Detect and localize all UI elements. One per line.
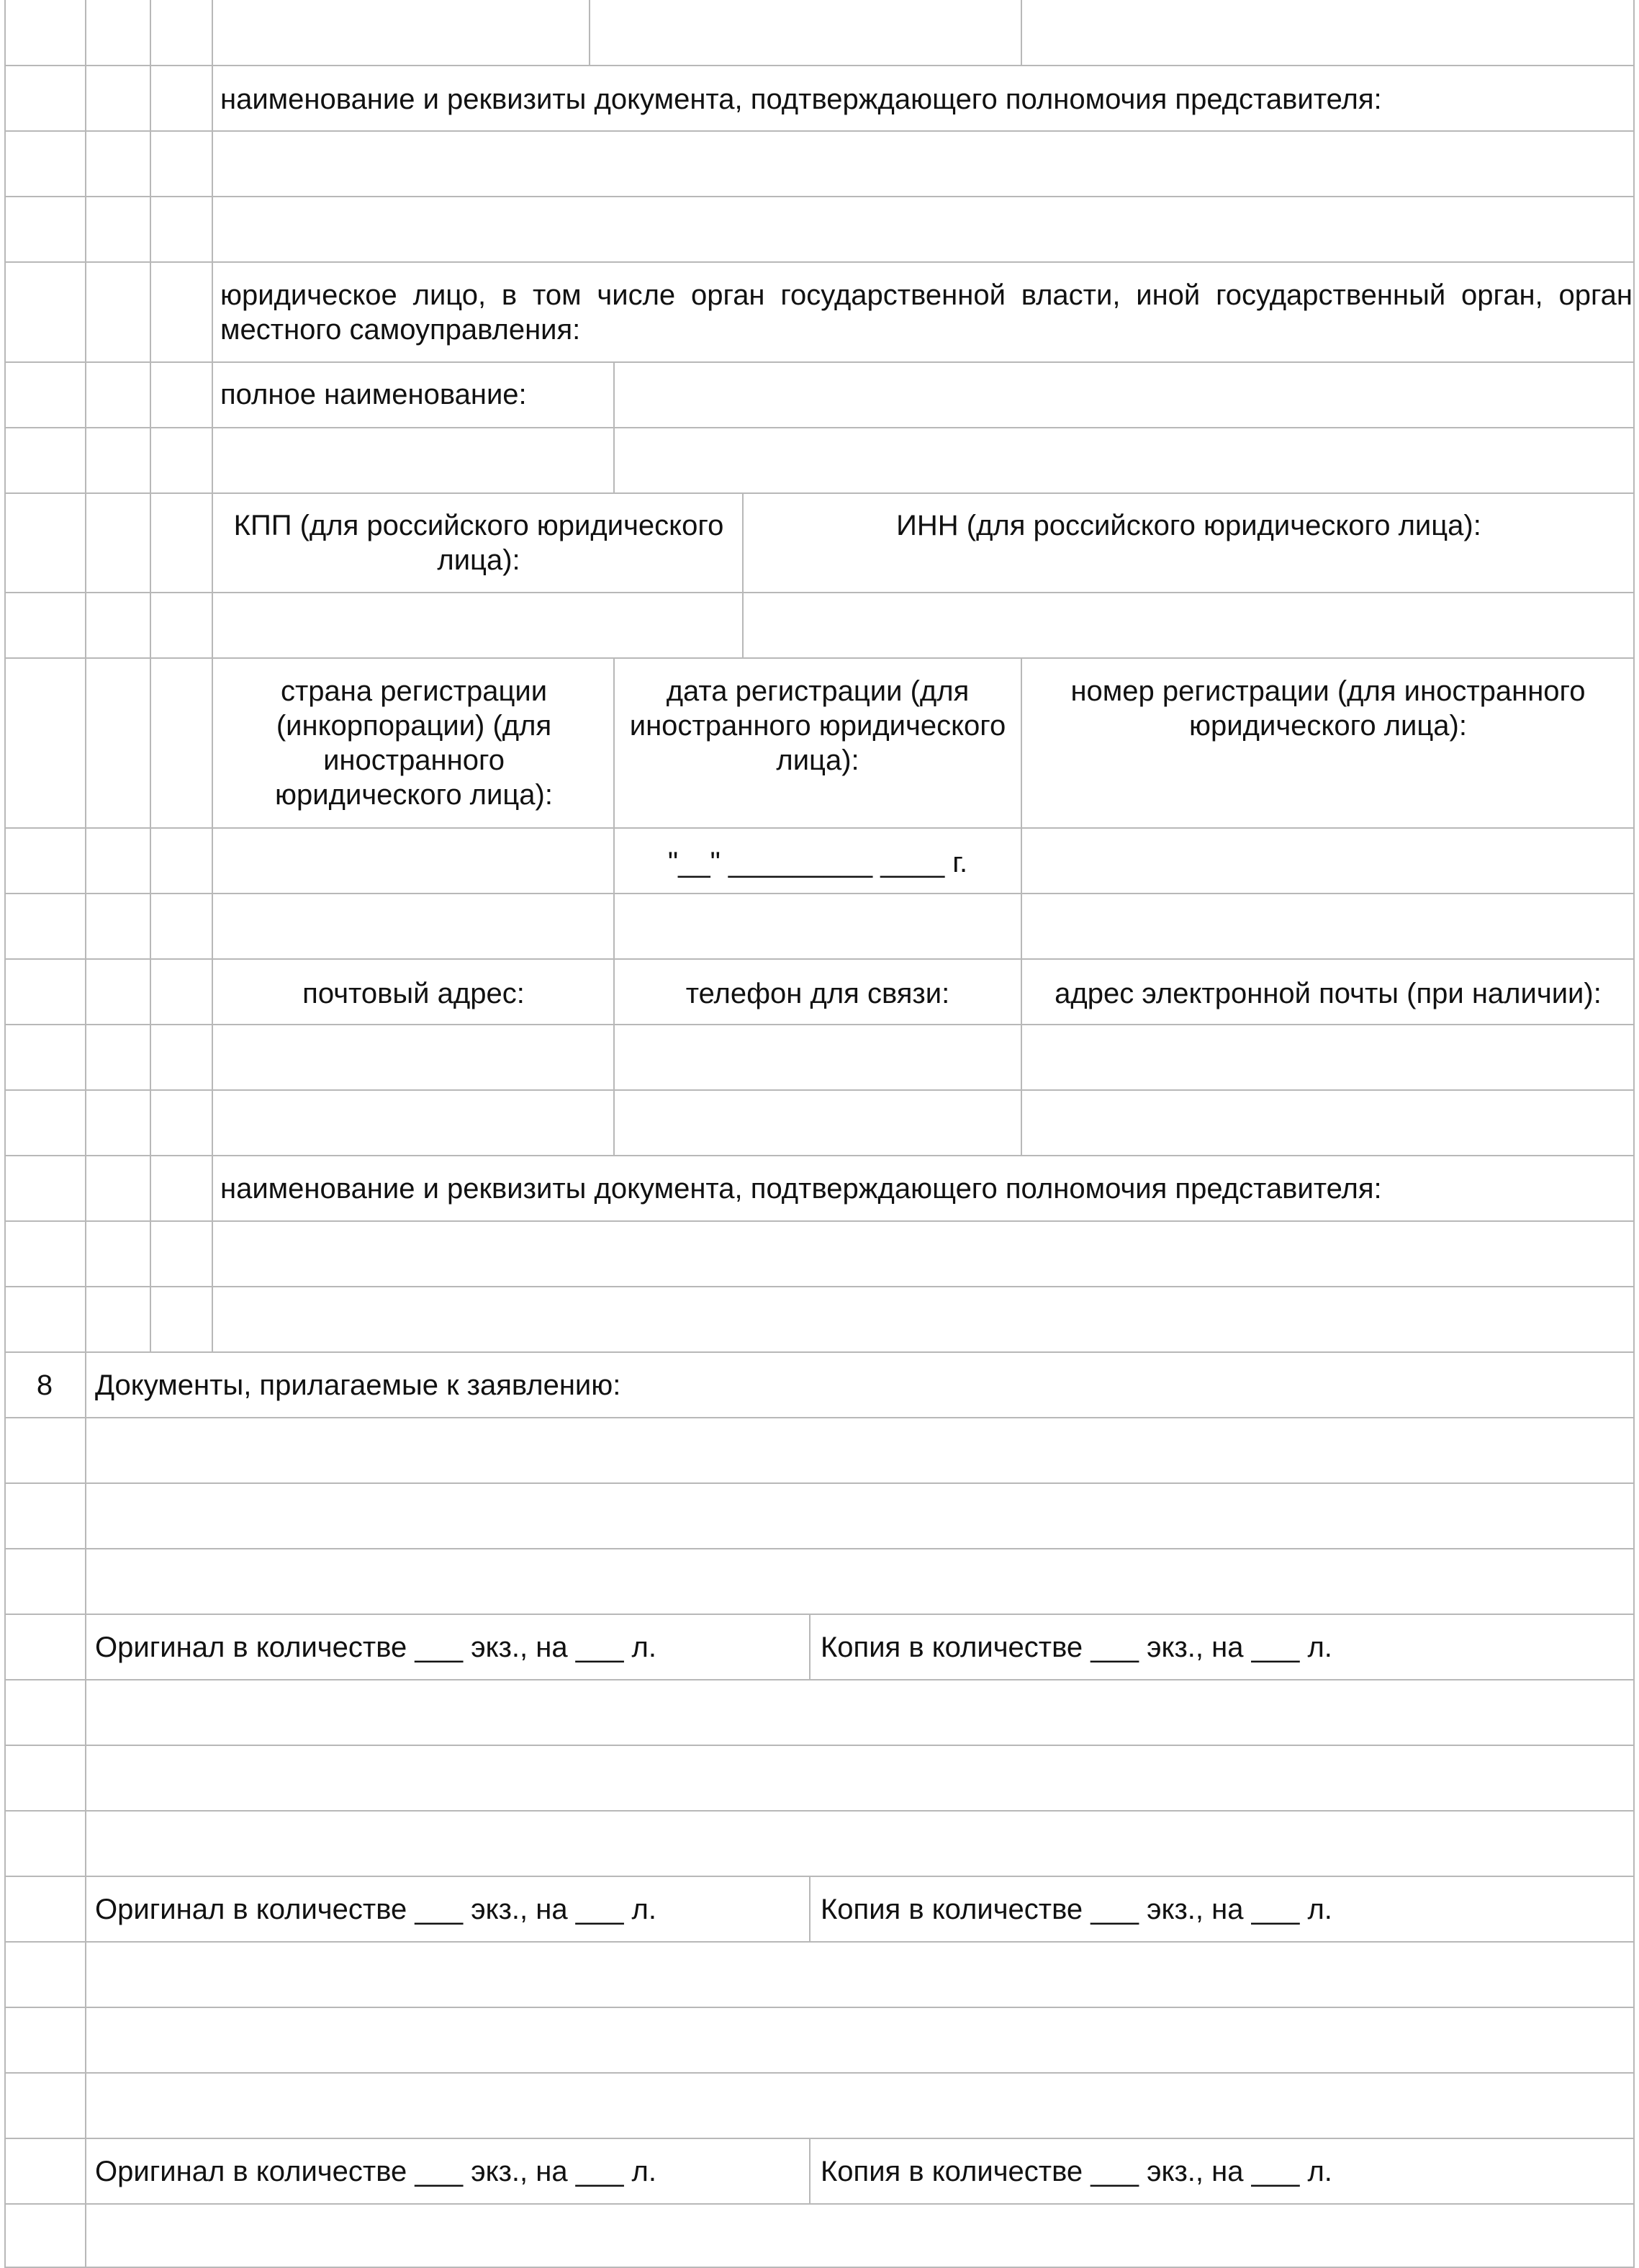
- registration-country-field[interactable]: [213, 827, 614, 893]
- full-name-field-extra-right[interactable]: [614, 427, 1635, 492]
- postal-address-field-2[interactable]: [213, 1089, 614, 1155]
- full-name-field[interactable]: [614, 361, 1635, 427]
- attached-document-2-original-count[interactable]: Оригинал в количестве ___ экз., на ___ л.: [95, 1894, 656, 1925]
- registration-number-field[interactable]: [1021, 827, 1635, 893]
- grid-line: [4, 1024, 1635, 1025]
- grid-line: [4, 361, 1635, 363]
- grid-line: [4, 2007, 1635, 2008]
- attached-document-1-line-1[interactable]: [85, 1417, 1635, 1482]
- grid-line: [4, 0, 6, 2268]
- grid-line: [4, 1286, 1635, 1287]
- phone-field-1[interactable]: [614, 1024, 1021, 1089]
- grid-line: [1021, 657, 1022, 1155]
- grid-line: [4, 1155, 1635, 1156]
- email-field-1[interactable]: [1021, 1024, 1635, 1089]
- grid-line: [809, 1876, 811, 1941]
- postal-address-field-1[interactable]: [213, 1024, 614, 1089]
- grid-line: [4, 1417, 1635, 1418]
- grid-line: [4, 1614, 1635, 1615]
- grid-line: [4, 130, 1635, 132]
- legal-entity-heading: юридическое лицо, в том числе орган государственной власти, иной государственный орган, орган местного самоуправления:: [220, 279, 1633, 346]
- attached-document-1-copy-count[interactable]: Копия в количестве ___ экз., на ___ л.: [821, 1632, 1332, 1663]
- attached-documents-title: Документы, прилагаемые к заявлению:: [95, 1369, 621, 1401]
- attached-document-1-line-3[interactable]: [85, 1548, 1635, 1614]
- legal-representative-document-label: наименование и реквизиты документа, подтверждающего полномочия представителя:: [220, 1173, 1382, 1205]
- grid-line: [4, 2138, 1635, 2139]
- grid-line: [4, 1482, 1635, 1484]
- grid-line: [1021, 0, 1022, 66]
- attached-document-1-line-2[interactable]: [85, 1482, 1635, 1548]
- grid-line: [4, 1548, 1635, 1549]
- grid-line: [4, 2072, 1635, 2074]
- grid-line: [4, 1941, 1635, 1943]
- email-label: адрес электронной почты (при наличии):: [1055, 978, 1602, 1009]
- section-number: 8: [36, 1369, 53, 1401]
- grid-line: [4, 592, 1635, 593]
- attached-document-3-line-2[interactable]: [85, 2007, 1635, 2072]
- grid-line: [4, 65, 1635, 66]
- grid-line: [809, 2138, 811, 2203]
- grid-line: [4, 893, 1635, 894]
- attached-document-3-original-count[interactable]: Оригинал в количестве ___ экз., на ___ л.: [95, 2156, 656, 2187]
- inn-field[interactable]: [743, 592, 1635, 657]
- attached-document-2-line-3[interactable]: [85, 1810, 1635, 1876]
- grid-line: [150, 0, 151, 1351]
- grid-line: [4, 427, 1635, 428]
- individual-representative-document-field-2[interactable]: [213, 196, 1635, 261]
- phone-label: телефон для связи:: [685, 978, 950, 1009]
- registration-number-label: номер регистрации (для иностранного юридического лица):: [1070, 675, 1586, 742]
- postal-address-label: почтовый адрес:: [302, 978, 525, 1009]
- grid-line: [4, 1220, 1635, 1222]
- grid-line: [4, 1810, 1635, 1812]
- grid-line: [1633, 0, 1635, 2268]
- grid-line: [4, 1679, 1635, 1680]
- attached-document-3-copy-count[interactable]: Копия в количестве ___ экз., на ___ л.: [821, 2156, 1332, 2187]
- full-name-field-extra-left[interactable]: [213, 427, 614, 492]
- attached-document-4-line-1[interactable]: [85, 2203, 1635, 2268]
- grid-line: [809, 1614, 811, 1679]
- individual-field-2[interactable]: [590, 0, 1021, 66]
- attached-document-2-line-1[interactable]: [85, 1679, 1635, 1745]
- grid-line: [85, 0, 86, 2268]
- grid-line: [4, 1876, 1635, 1877]
- attached-document-2-copy-count[interactable]: Копия в количестве ___ экз., на ___ л.: [821, 1894, 1332, 1925]
- grid-line: [742, 492, 744, 657]
- individual-field-3[interactable]: [1021, 0, 1635, 66]
- grid-line: [4, 1351, 1635, 1353]
- email-field-2[interactable]: [1021, 1089, 1635, 1155]
- kpp-field[interactable]: [213, 592, 743, 657]
- grid-line: [4, 1089, 1635, 1091]
- grid-line: [4, 196, 1635, 197]
- individual-field-1[interactable]: [213, 0, 590, 66]
- registration-date-label: дата регистрации (для иностранного юридического лица):: [629, 675, 1006, 776]
- attached-document-3-line-1[interactable]: [85, 1941, 1635, 2007]
- individual-representative-document-label: наименование и реквизиты документа, подтверждающего полномочия представителя:: [220, 84, 1382, 115]
- registration-date-field[interactable]: "__" _________ ____ г.: [667, 847, 968, 878]
- attached-document-1-original-count[interactable]: Оригинал в количестве ___ экз., на ___ л.: [95, 1632, 656, 1663]
- grid-line: [613, 657, 615, 1155]
- legal-representative-document-field-2[interactable]: [213, 1286, 1635, 1351]
- grid-line: [4, 2203, 1635, 2205]
- grid-line: [4, 657, 1635, 659]
- grid-line: [4, 492, 1635, 494]
- inn-label: ИНН (для российского юридического лица):: [896, 510, 1481, 541]
- attached-document-2-line-2[interactable]: [85, 1745, 1635, 1810]
- grid-line: [4, 827, 1635, 829]
- individual-representative-document-field-1[interactable]: [213, 130, 1635, 196]
- grid-line: [212, 0, 213, 1351]
- registration-country-label: страна регистрации (инкорпорации) (для иностранного юридического лица):: [275, 675, 553, 811]
- attached-document-3-line-3[interactable]: [85, 2072, 1635, 2138]
- kpp-label: КПП (для российского юридического лица):: [233, 510, 724, 576]
- grid-line: [4, 958, 1635, 960]
- full-name-label: полное наименование:: [220, 379, 527, 410]
- grid-line: [4, 261, 1635, 263]
- phone-field-2[interactable]: [614, 1089, 1021, 1155]
- grid-line: [589, 0, 590, 66]
- grid-line: [4, 1745, 1635, 1746]
- legal-representative-document-field-1[interactable]: [213, 1220, 1635, 1286]
